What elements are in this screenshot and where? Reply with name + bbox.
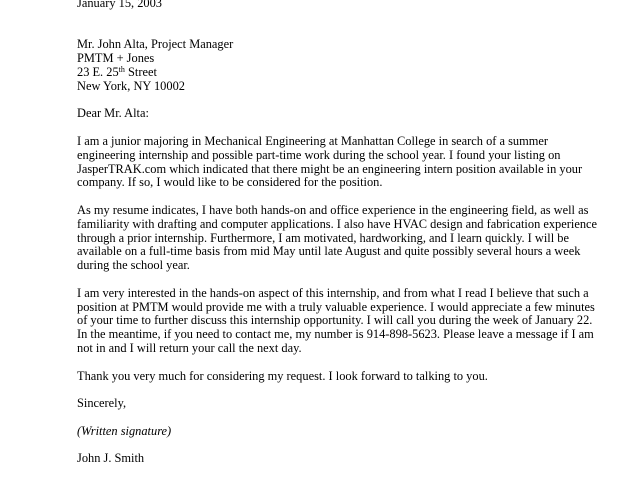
signature-placeholder: (Written signature)	[77, 423, 172, 438]
paragraph-3	[77, 287, 632, 356]
sender-name: John J. Smith	[77, 451, 145, 466]
spacer	[77, 383, 632, 397]
paragraph-line: available on a full-time basis from mid May until late August and quite possibly several hours a week	[77, 244, 581, 259]
recipient-address	[77, 38, 632, 93]
paragraph-2	[77, 204, 632, 273]
recipient-city-state-zip: New York, NY 10002	[77, 78, 185, 93]
street-number: 23 E. 25	[77, 64, 119, 79]
paragraph-line: through a prior internship. Furthermore, I am motivated, hardworking, and I learn quickly. I will be	[77, 230, 569, 245]
paragraph-4	[77, 370, 632, 384]
paragraph-line: As my resume indicates, I have both hands-on and office experience in the engineering field, as well as	[77, 202, 589, 217]
spacer	[77, 94, 632, 108]
spacer	[77, 356, 632, 370]
closing: Sincerely,	[77, 396, 127, 411]
paragraph-line: position at PMTM would provide me with a truly valuable experience. I would appreciate a few minutes	[77, 299, 595, 314]
paragraph-line: engineering internship and possible part-time work during the school year. I found your listing on	[77, 147, 561, 162]
paragraph-line: company. If so, I would like to be considered for the position.	[77, 175, 383, 190]
recipient-name-title: Mr. John Alta, Project Manager	[77, 37, 234, 52]
street-suffix: th	[118, 64, 125, 74]
paragraph-1	[77, 135, 632, 190]
paragraph-line: I am very interested in the hands-on aspect of this internship, and from what I read I believe that such a	[77, 285, 589, 300]
cover-letter	[77, 0, 632, 466]
spacer	[77, 121, 632, 135]
paragraph-line: Thank you very much for considering my request. I look forward to talking to you.	[77, 368, 488, 383]
spacer	[77, 11, 632, 25]
spacer	[77, 439, 632, 453]
salutation: Dear Mr. Alta:	[77, 106, 149, 121]
paragraph-line: during the school year.	[77, 258, 190, 273]
spacer	[77, 273, 632, 287]
street-name: Street	[124, 64, 157, 79]
paragraph-line: not in and I will return your call the next day.	[77, 340, 302, 355]
spacer	[77, 190, 632, 204]
paragraph-line: of your time to further discuss this internship opportunity. I will call you during the week of January 22.	[77, 313, 593, 328]
spacer	[77, 411, 632, 425]
recipient-company: PMTM + Jones	[77, 51, 155, 66]
paragraph-line: familiarity with drafting and computer applications. I also have HVAC design and fabrication experience	[77, 216, 598, 231]
paragraph-line: I am a junior majoring in Mechanical Engineering at Manhattan College in search of a summer	[77, 133, 549, 148]
recipient-street	[77, 66, 632, 80]
paragraph-line: In the meantime, if you need to contact me, my number is 914-898-5623. Please leave a message if I am	[77, 327, 594, 342]
spacer	[77, 25, 632, 39]
paragraph-line: JasperTRAK.com which indicated that there might be an engineering intern position available in your	[77, 161, 583, 176]
letter-date: January 15, 2003	[77, 0, 162, 10]
